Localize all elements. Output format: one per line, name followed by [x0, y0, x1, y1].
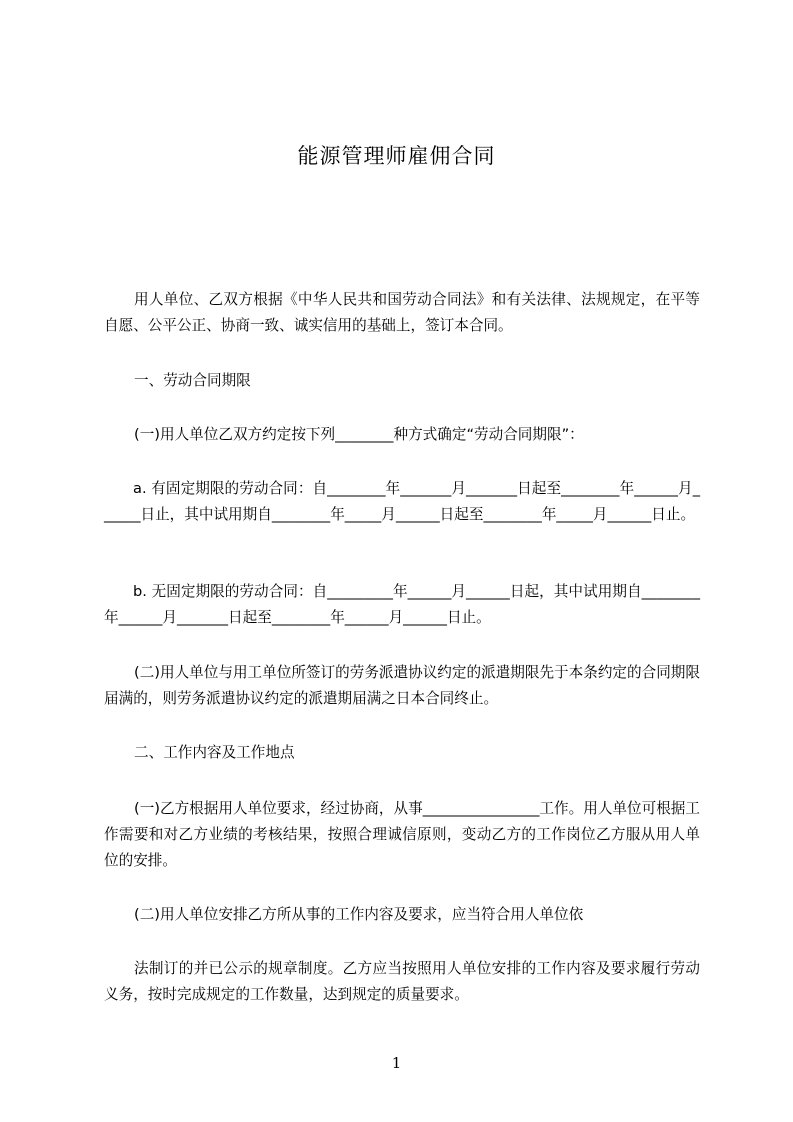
page-number: 1: [391, 1054, 402, 1072]
clause-dispatch-term: (二)用人单位与用工单位所签订的劳务派遣协议约定的派遣期限先于本条约定的合同期限届满的，则劳务派遣协议约定的派遣期届满之日本合同终止。: [104, 664, 700, 707]
clause-work-obligations: 法制订的并已公示的规章制度。乙方应当按照用人单位安排的工作内容及要求履行劳动义务，按时完成规定的工作数量，达到规定的质量要求。: [104, 960, 700, 1003]
section-heading-contract-term: 一、劳动合同期限: [134, 372, 251, 389]
clause-job-duty: (一)乙方根据用人单位要求，经过协商，从事________________工作。用人单位可根据工作需要和对乙方业绩的考核结果，按照合理诚信原则，变动乙方的工作岗位乙方服从用人单位的安排。: [104, 800, 700, 869]
preamble-paragraph: 用人单位、乙双方根据《中华人民共和国劳动合同法》和有关法律、法规规定，在平等自愿、公平公正、协商一致、诚实信用的基础上，签订本合同。: [104, 291, 700, 334]
clause-open-term: b. 无固定期限的劳动合同：自_________年______月______日起，其中试用期自________年______月_______日起至________年______月______日止。: [104, 583, 700, 626]
document-title: 能源管理师雇佣合同: [297, 144, 496, 168]
clause-work-requirements: (二)用人单位安排乙方所从事的工作内容及要求，应当符合用人单位依: [134, 906, 584, 923]
clause-term-method: (一)用人单位乙双方约定按下列________种方式确定“劳动合同期限”：: [134, 426, 584, 443]
section-heading-work-content: 二、工作内容及工作地点: [134, 744, 295, 761]
clause-fixed-term: a. 有固定期限的劳动合同：自________年_______月_______日起至________年______月______日止，其中试用期自________年_____月______日起至________年_____月______日止。: [104, 480, 700, 523]
